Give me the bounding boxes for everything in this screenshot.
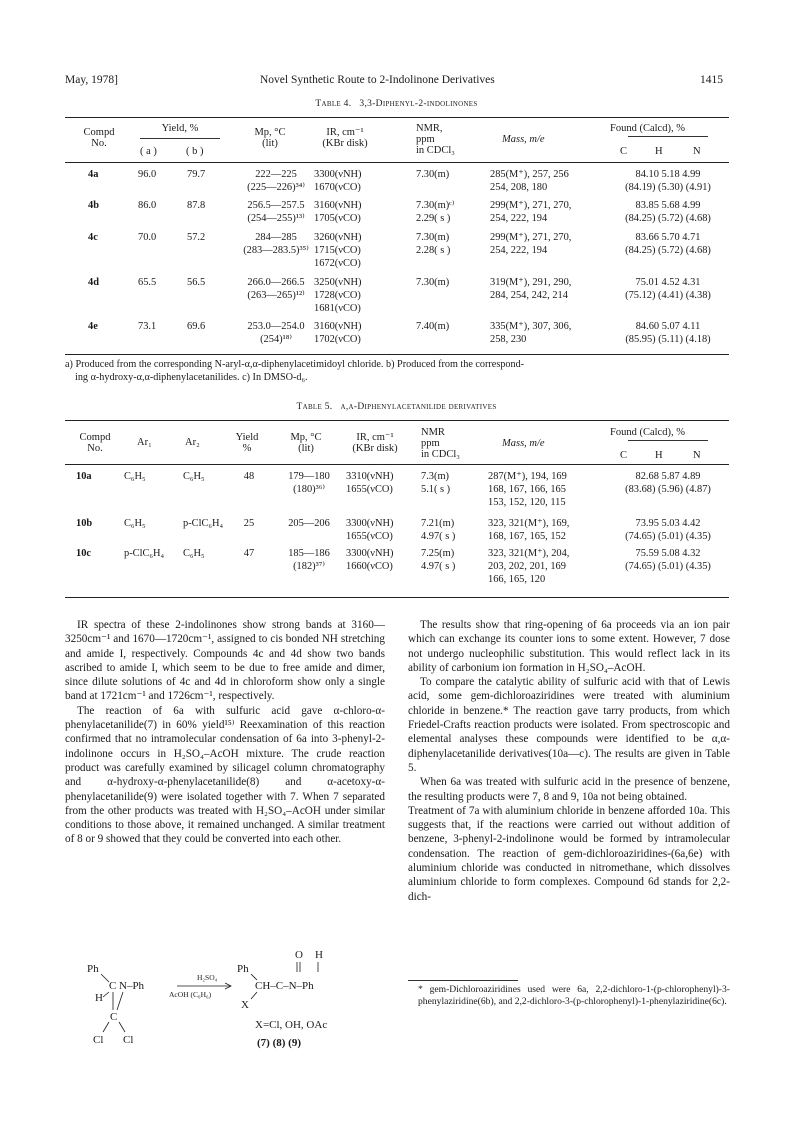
t4-row-mp-2: (263—265)¹²⁾ [247,290,305,302]
t5-row-no: 10a [76,471,92,482]
t4-row-mass-1: 335(M⁺), 307, 306, [490,321,572,332]
scheme-cl2: Cl [123,1034,134,1046]
t4-row-found-1: 83.66 5.70 4.71 [635,232,701,243]
t5-row-ar1: C₆H₅ [124,471,146,482]
scheme-h: H [95,992,103,1004]
t4-row-nmr-1: 7.30(m) [416,277,450,288]
t4-row-nmr-2: 2.28( s ) [416,245,451,257]
t5-h-N: N [693,450,701,461]
t5-row-no: 10c [76,548,92,559]
t4-row-ir-1: 3300(νNH) [314,169,362,180]
t4-row-ir-2: 1702(νCO) [314,334,361,346]
t4-h-found-brace [628,136,708,137]
t4-row-found-2: (84.25) (5.72) (4.68) [625,245,711,257]
t5-row-mass-1: 323, 321(M⁺), 169, [488,518,570,529]
t5-row-found-1: 82.68 5.87 4.89 [635,471,701,482]
t4-h-H: H [655,146,663,157]
footnote: * gem-Dichloroaziridines used were 6a, 2,2-dichloro-1-(p-chlorophenyl)-3-phenylaziridine(6b), and 2,2-dichloro-3-(p-chlorophenyl)-1-phenylaziridine(6c). [418,984,730,1008]
right-paragraph-4: Treatment of 7a with aluminium chloride in benzene afforded 10a. This suggests that, if the reactions were carried out without addition of benzene, 3-phenyl-2-indolinone would be formed by intramolecular condensation. The reaction of gem-dichloroaziridines-(6a,6e) with aluminium chloride was conducted in nitromethane, which dissolves aluminium chloride to form complexes. Compound 6d stands for 2,2-dich- [408,804,730,903]
t4-h-found: Found (Calcd), % [610,123,685,134]
t5-h-compd: Compd [79,432,111,443]
scheme-ph: Ph [87,963,99,975]
t5-row-mp-1: 205—206 [288,518,330,529]
right-paragraph-2: To compare the catalytic ability of sulfuric acid with that of Lewis acid, some gem-dichloroaziridines were treated with aluminium chloride in benzene.* The reaction gave tarry products, from which Friedel-Crafts reaction products were isolated. From spectroscopic and elemental analyses these compounds were identified to be α,α-diphenylacetanilide derivatives(10a—c). The results are given in Table 5. [408,676,730,774]
t4-h-kbr: (KBr disk) [322,138,368,149]
t5-row-mass-3: 166, 165, 120 [488,574,546,586]
t5-h-ar1: Ar₁ [137,437,152,448]
t4-h-N: N [693,146,701,157]
table5-caption [0,402,793,412]
table4-caption-text: 3,3-Diphenyl-2-indolinones [359,99,478,109]
t4-h-ir: IR, cm⁻¹ [326,127,364,138]
t4-h-a: ( a ) [140,146,157,157]
scheme-bond-1 [101,974,109,982]
t4-row-nmr-1: 7.30(m)ᶜ⁾ [416,200,455,211]
t5-row-ir-2: 1660(νCO) [346,561,393,573]
t4-row-found-1: 83.85 5.68 4.99 [635,200,701,211]
scheme-xdef: X=Cl, OH, OAc [255,1019,328,1031]
scheme-x: X [241,999,249,1011]
table5-caption-label: Table 5. [296,402,333,412]
t4-row-mp-1: 253.0—254.0 [247,321,305,332]
t4-row-mp-2: (254)¹⁸⁾ [260,334,292,346]
t4-h-yield-brace [140,138,220,139]
t5-h-pct: % [242,443,252,454]
t5-row-mass-1: 323, 321(M⁺), 204, [488,548,570,559]
t4-row-found-1: 84.10 5.18 4.99 [635,169,701,180]
scheme-h2: H [315,949,323,961]
t4-row-yield-b: 87.8 [187,200,206,211]
t5-h-found-brace [628,440,708,441]
t5-h-kbr: (KBr disk) [352,443,398,454]
t4-h-C: C [620,146,628,157]
t4-row-mp-1: 222—225 [255,169,297,180]
t5-row-mass-1: 287(M⁺), 194, 169 [488,471,567,482]
table4-caption-label: Table 4. [315,99,352,109]
right-paragraph-3: When 6a was treated with sulfuric acid in the presence of benzene, the resulting products were 7, 8 and 9, 10a not being obtained. [408,776,730,803]
t5-h-mass: Mass, m/e [502,438,545,449]
t4-h-lit: (lit) [262,138,278,149]
t4-row-ir-1: 3250(νNH) [314,277,362,288]
t5-row-found-1: 75.59 5.08 4.32 [635,548,701,559]
t5-h-cdcl3: in CDCl₃ [421,449,460,460]
t5-row-nmr-1: 7.21(m) [421,518,455,529]
reaction-scheme [65,942,385,1062]
t4-row-no: 4a [88,169,99,180]
t4-row-no: 4b [88,200,99,211]
t4-row-yield-a: 65.5 [138,277,157,288]
t4-row-yield-a: 73.1 [138,321,157,332]
t4-row-no: 4d [88,277,99,288]
table4-bottom-rule [65,354,729,355]
t5-row-ar2: p-ClC₆H₄ [183,518,224,529]
t4-row-mp-1: 256.5—257.5 [247,200,305,211]
t5-row-mass-3: 153, 152, 120, 115 [488,497,566,509]
t4-row-ir-2: 1715(νCO) [314,245,361,257]
scheme-c: C [109,980,117,992]
t4-h-cdcl3: in CDCl₃ [416,145,455,156]
t5-row-yield: 48 [243,471,255,482]
t4-row-found-2: (84.19) (5.30) (4.91) [625,182,711,194]
t4-row-mp-2: (254—255)¹³⁾ [247,213,305,225]
t4-row-yield-a: 96.0 [138,169,157,180]
scheme-product: CH–C–N–Ph [255,980,314,992]
t4-row-no: 4e [88,321,98,332]
t5-h-ir: IR, cm⁻¹ [356,432,394,443]
t5-row-ar1: p-ClC₆H₄ [124,548,165,559]
t5-row-ir-2: 1655(νCO) [346,484,393,496]
t4-row-mass-1: 285(M⁺), 257, 256 [490,169,569,180]
t5-row-mp-2: (180)³⁶⁾ [293,484,325,496]
t5-row-ar2: C₆H₅ [183,548,205,559]
t5-row-nmr-1: 7.25(m) [421,548,455,559]
left-paragraph-1: IR spectra of these 2-indolinones show strong bands at 3160—3250cm⁻¹ and 1670—1720cm⁻¹, assigned to cis bonded NH stretching and amide I, respectively. Compounds 4c and 4d show two bands ascribed to amide I, which seem to be due to free amide and dimer, since dilute solutions of 4c and 4d in chloroform show only a single band at 1721cm⁻¹ and 1726cm⁻¹, respectively. [65,619,385,703]
t5-row-no: 10b [76,518,93,529]
t4-row-ir-2: 1670(νCO) [314,182,361,194]
table4-top-rule [65,117,729,118]
t4-row-yield-a: 70.0 [138,232,157,243]
t4-row-yield-b: 57.2 [187,232,206,243]
t5-row-ir-2: 1655(νCO) [346,531,393,543]
t5-h-mp: Mp, °C [290,432,322,443]
left-paragraph-2: The reaction of 6a with sulfuric acid gave α-chloro-α-phenylacetanilide(7) in 60% yield¹⁵⁾ Reexamination of this reaction confirmed that no intramolecular condensation of 6a into 3-phenyl-2-indolinone occurs in H₂SO₄–AcOH mixture. The crude reaction product was carefully examined by silicagel column chromatography and α-hydroxy-α-phenylacetanilide(8) and α-acetoxy-α-phenylacetanilide(9) were isolated together with 7. When 7 separated from the other products was treated with H₂SO₄–AcOH under similar conditions to those above, it remained unchanged. A similar treatment of 8 or 9 showed that they could be converted into each other. [65,704,385,846]
t5-row-nmr-1: 7.3(m) [421,471,449,482]
t4-row-mp-2: (225—226)³⁴⁾ [247,182,305,194]
t5-h-nmr: NMR [421,427,445,438]
t4-row-ir-1: 3160(νNH) [314,200,362,211]
t4-row-mass-1: 299(M⁺), 271, 270, [490,232,572,243]
t4-row-mp-1: 266.0—266.5 [247,277,305,288]
t5-row-nmr-2: 5.1( s ) [421,484,451,496]
t4-h-compd: Compd [83,127,115,138]
scheme-bond-5 [103,1022,109,1032]
t5-h-C: C [620,450,628,461]
t5-row-ar2: C₆H₅ [183,471,205,482]
t5-row-mp-1: 179—180 [288,471,330,482]
scheme-labels: (7) (8) (9) [257,1037,301,1049]
t4-row-ir-1: 3160(νNH) [314,321,362,332]
t4-h-mass: Mass, m/e [502,134,545,145]
scheme-o: O [295,949,303,961]
scheme-cl1: Cl [93,1034,104,1046]
t5-row-mass-2: 168, 167, 166, 165 [488,484,566,496]
t4-row-found-2: (75.12) (4.41) (4.38) [625,290,711,302]
scheme-ph2: Ph [237,963,249,975]
scheme-bond-4 [117,992,123,1010]
scheme-bond-2 [103,992,109,997]
t4-row-found-2: (85.95) (5.11) (4.18) [625,334,711,346]
table4-note-1: a) Produced from the corresponding N-aryl-α,α-diphenylacetimidoyl chloride. b) Produced from the correspond- [65,359,525,370]
page-number: 1415 [700,74,723,86]
t5-row-mass-2: 168, 167, 165, 152 [488,531,566,543]
t5-row-ir-1: 3300(νNH) [346,518,394,529]
t4-row-found-2: (84.25) (5.72) (4.68) [625,213,711,225]
table4-head-rule [65,162,729,163]
scheme-reagent-top: H₂SO₄ [197,973,218,982]
t4-row-nmr-1: 7.40(m) [416,321,450,332]
scheme-nph: N–Ph [119,980,145,992]
t4-row-mp-1: 284—285 [255,232,297,243]
t4-row-found-1: 84.60 5.07 4.11 [635,321,701,332]
t5-h-ppm: ppm [421,438,440,449]
t4-row-ir-3: 1672(νCO) [314,258,361,270]
table4-caption [0,99,793,109]
t5-row-found-2: (74.65) (5.01) (4.35) [625,561,711,573]
table4-note-2: ing α-hydroxy-α,α-diphenylacetanilides. c) In DMSO-d₆. [75,372,308,383]
t4-row-mass-2: 254, 222, 194 [490,245,548,257]
t5-row-mp-1: 185—186 [288,548,330,559]
t4-row-nmr-2: 2.29( s ) [416,213,451,225]
t5-h-ar2: Ar₂ [185,437,200,448]
t4-row-yield-b: 56.5 [187,277,206,288]
t4-row-ir-2: 1728(νCO) [314,290,361,302]
table5-caption-text: α,α-Diphenylacetanilide derivatives [340,402,497,412]
t5-row-yield: 47 [243,548,255,559]
t5-row-ir-1: 3310(νNH) [346,471,394,482]
t5-h-found: Found (Calcd), % [610,427,685,438]
t4-row-nmr-1: 7.30(m) [416,169,450,180]
t4-row-mass-2: 254, 222, 194 [490,213,548,225]
table5-bottom-rule [65,597,729,598]
t4-row-ir-3: 1681(νCO) [314,303,361,315]
t4-row-no: 4c [88,232,98,243]
t4-row-nmr-1: 7.30(m) [416,232,450,243]
t4-row-mass-1: 299(M⁺), 271, 270, [490,200,572,211]
t5-h-lit: (lit) [298,443,314,454]
t5-row-found-2: (74.65) (5.01) (4.35) [625,531,711,543]
table5-head-rule [65,464,729,465]
t5-h-H: H [655,450,663,461]
t5-row-ir-1: 3300(νNH) [346,548,394,559]
t4-row-mp-2: (283—283.5)³⁵⁾ [243,245,309,257]
right-paragraph-1: The results show that ring-opening of 6a proceeds via an ion pair which can exchange its counter ions to some extent. However, 7 dose not undergo nucleophilic substitution. This would reflect lack in its ability of carbonium ion formation in H₂SO₄–AcOH. [408,619,730,674]
t4-row-ir-1: 3260(νNH) [314,232,362,243]
t4-row-mass-2: 254, 208, 180 [490,182,548,194]
t5-row-found-1: 73.95 5.03 4.42 [635,518,701,529]
t4-row-yield-b: 69.6 [187,321,206,332]
t4-h-mp: Mp, °C [254,127,286,138]
t4-row-mass-2: 258, 230 [490,334,527,346]
scheme-reagent-bottom: AcOH (C₆H₆) [169,990,212,999]
t5-row-mass-2: 203, 202, 201, 169 [488,561,566,573]
footnote-rule [408,980,518,981]
t4-row-mass-2: 284, 254, 242, 214 [490,290,568,302]
t5-row-yield: 25 [243,518,255,529]
t5-h-yield: Yield [235,432,259,443]
running-header-title: Novel Synthetic Route to 2-Indolinone Derivatives [260,74,495,86]
t4-h-ppm: ppm [416,134,435,145]
running-header-date: May, 1978] [65,74,118,86]
t4-row-ir-2: 1705(νCO) [314,213,361,225]
scheme-bond-8 [251,992,257,999]
t4-row-found-1: 75.01 4.52 4.31 [635,277,701,288]
t5-row-nmr-2: 4.97( s ) [421,561,456,573]
left-column [65,618,385,847]
table5-top-rule [65,420,729,421]
t5-row-ar1: C₆H₅ [124,518,146,529]
t5-row-mp-2: (182)³⁷⁾ [293,561,325,573]
t4-h-nmr: NMR, [416,123,443,134]
scheme-c2: C [110,1011,118,1023]
t4-h-b: ( b ) [186,146,204,157]
t5-row-found-2: (83.68) (5.96) (4.87) [625,484,711,496]
t5-row-nmr-2: 4.97( s ) [421,531,456,543]
t4-row-mass-1: 319(M⁺), 291, 290, [490,277,572,288]
t4-row-yield-b: 79.7 [187,169,206,180]
t4-row-yield-a: 86.0 [138,200,157,211]
t4-h-no: No. [91,138,107,149]
t5-h-no: No. [87,443,103,454]
scheme-bond-6 [119,1022,125,1032]
right-column [408,618,730,904]
t4-h-yield: Yield, % [161,123,199,134]
